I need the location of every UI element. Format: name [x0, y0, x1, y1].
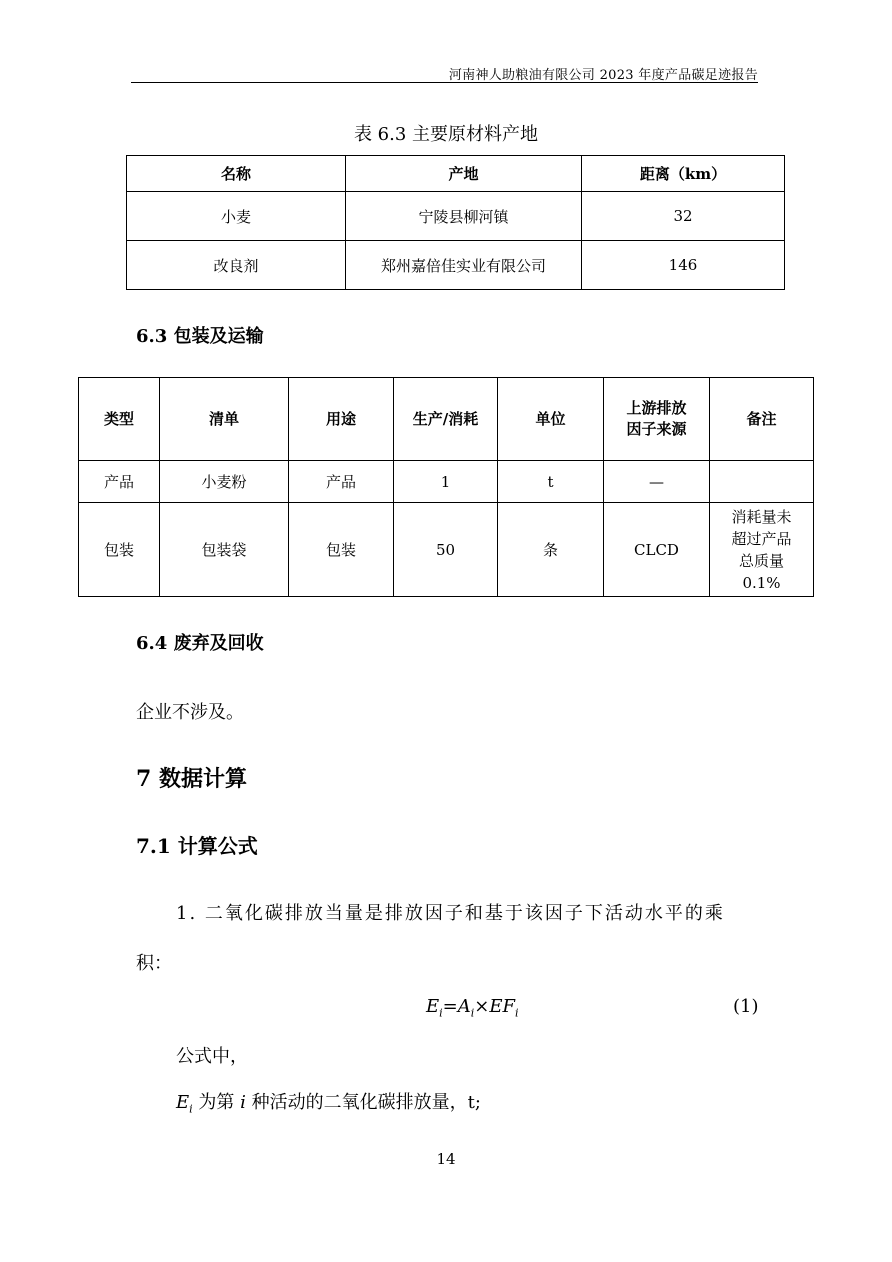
raw-material-origin-table — [126, 155, 785, 290]
formula-sub: i — [515, 1006, 519, 1020]
col-header-purpose: 用途 — [289, 378, 394, 461]
table-caption: 表 6.3 主要原材料产地 — [353, 124, 539, 145]
col-header-quantity: 生产/消耗 — [394, 378, 498, 461]
formula-op: × — [474, 996, 490, 1017]
remarks-line: 0.1% — [742, 573, 781, 592]
table-cell: 改良剂 — [127, 241, 346, 290]
table-cell: 郑州嘉倍佳实业有限公司 — [346, 241, 582, 290]
section-heading-7-1: 7.1 计算公式 — [136, 834, 258, 858]
table-cell: 1 — [394, 461, 498, 503]
table-cell: 条 — [498, 503, 604, 597]
formula-op: = — [442, 996, 458, 1017]
section-heading-6-4: 6.4 废弃及回收 — [136, 633, 264, 654]
table-cell: 宁陵县柳河镇 — [346, 192, 582, 241]
paragraph-line: 1. 二氧化碳排放当量是排放因子和基于该因子下活动水平的乘 — [176, 903, 725, 924]
table-cell: CLCD — [604, 503, 710, 597]
packaging-transport-table — [78, 377, 814, 597]
table-row — [127, 241, 785, 290]
table-cell: 146 — [582, 241, 785, 290]
def-index: i — [240, 1092, 246, 1113]
table-cell: — — [604, 461, 710, 503]
header-rule — [131, 82, 758, 83]
table-cell: 包装 — [289, 503, 394, 597]
col-header-name: 名称 — [127, 156, 346, 192]
header-line: 上游排放 — [626, 399, 687, 417]
remarks-cell — [710, 503, 814, 597]
table-cell — [710, 461, 814, 503]
table-cell: 32 — [582, 192, 785, 241]
formula-sub: i — [470, 1006, 475, 1020]
table-row — [79, 503, 814, 597]
def-text: 为第 — [192, 1092, 241, 1113]
col-header-factor-source — [604, 378, 710, 461]
section-heading-7: 7 数据计算 — [136, 766, 247, 792]
table-row — [127, 192, 785, 241]
table-header-row — [127, 156, 785, 192]
col-header-unit: 单位 — [498, 378, 604, 461]
table-cell: 包装袋 — [160, 503, 289, 597]
formula-sub: i — [439, 1006, 443, 1020]
table-cell: 包装 — [79, 503, 160, 597]
col-header-origin: 产地 — [346, 156, 582, 192]
formula-var: EF — [489, 996, 516, 1017]
formula — [426, 996, 519, 1020]
col-header-list: 清单 — [160, 378, 289, 461]
formula-number: (1) — [733, 996, 759, 1017]
table-cell: 小麦粉 — [160, 461, 289, 503]
header-line: 因子来源 — [626, 420, 687, 438]
col-header-distance: 距离（km） — [582, 156, 785, 192]
section-heading-6-3: 6.3 包装及运输 — [136, 326, 264, 347]
paragraph-not-applicable: 企业不涉及。 — [136, 702, 244, 723]
def-sub: i — [189, 1102, 193, 1116]
table-cell: 50 — [394, 503, 498, 597]
formula-var: E — [426, 996, 440, 1017]
table-row — [79, 461, 814, 503]
def-text: 种活动的二氧化碳排放量，t; — [245, 1092, 481, 1113]
table-cell: 产品 — [79, 461, 160, 503]
paragraph-line: 积： — [136, 953, 172, 974]
variable-definition — [176, 1088, 481, 1116]
col-header-type: 类型 — [79, 378, 160, 461]
col-header-remarks: 备注 — [710, 378, 814, 461]
remarks-line: 消耗量未 — [731, 507, 792, 526]
table-cell: t — [498, 461, 604, 503]
formula-where: 公式中， — [176, 1046, 248, 1067]
table-cell: 产品 — [289, 461, 394, 503]
formula-var: A — [457, 996, 471, 1017]
remarks-line: 总质量 — [738, 551, 784, 570]
page-header: 河南神人助粮油有限公司 2023 年度产品碳足迹报告 — [448, 68, 758, 83]
table-cell: 小麦 — [127, 192, 346, 241]
page-number: 14 — [436, 1150, 456, 1168]
table-header-row — [79, 378, 814, 461]
def-var: E — [176, 1092, 190, 1113]
remarks-line: 超过产品 — [731, 529, 792, 548]
